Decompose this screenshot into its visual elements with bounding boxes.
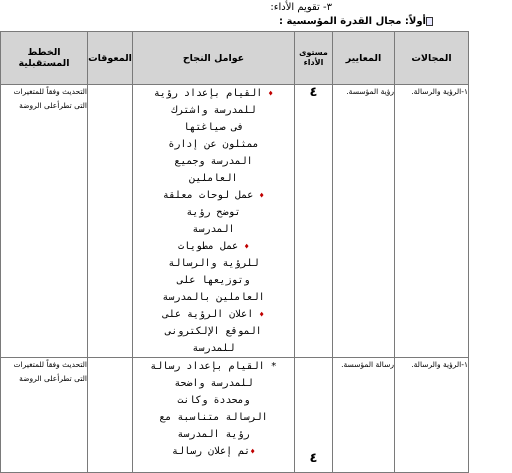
header-performance-level: مستوى الأداء [295, 32, 333, 85]
header-obstacles: المعوقات [88, 32, 133, 85]
bullet-icon: ♦ [244, 242, 250, 251]
table-row [1, 85, 469, 358]
bullet-icon: ♦ [259, 191, 265, 200]
cell-success-factors: * القيام بإعداد رسالة للمدرسة واضحة ومحددة وكانت الرسالة متناسبة مع رؤية المدرسة ♦تم إعلان رسالة [133, 358, 295, 473]
header-standards: المعايير [333, 32, 395, 85]
section-heading-performance: ٣- تقويم الأداء: [270, 2, 332, 13]
cell-standard: رؤية المؤسسة. [333, 85, 395, 358]
header-future-plans: الخطط المستقبلية [1, 32, 88, 85]
header-success-factors: عوامل النجاح [133, 32, 295, 85]
cell-future-plans: التحديث وفقاً للمتغيرات التى تطرأعلى الروضة [1, 85, 88, 358]
cell-obstacles [88, 85, 133, 358]
cell-success-factors: ♦ القيام بإعداد رؤية للمدرسة واشترك فى صياغتها ممثلون عن إدارة المدرسة وجميع العاملين ♦ عمل لوحات معلقة توضح رؤية المدرسة ♦ عمل مطويات للرؤية والرسالة وتوزيعها على العاملين بالمدرسة ♦ اعلان الرؤية على الموقع الإلكترونى للمدرسة [133, 85, 295, 358]
bullet-icon: ♦ [259, 310, 265, 319]
cell-domain: ١-الرؤية والرسالة. [395, 358, 469, 473]
asterisk-icon: * [270, 361, 277, 372]
header-domains: المجالات [395, 32, 469, 85]
bullet-icon: ♦ [268, 89, 274, 98]
cell-level: ٤ [295, 358, 333, 473]
cell-future-plans: التحديث وفقاً للمتغيرات التى تطرأعلى الروضة [1, 358, 88, 473]
bullet-icon: ♦ [250, 447, 256, 456]
table-anchor-icon [426, 17, 433, 26]
evaluation-table [0, 31, 469, 473]
table-row [1, 358, 469, 473]
cell-level: ٤ [295, 85, 333, 358]
cell-obstacles [88, 358, 133, 473]
cell-standard: رسالة المؤسسة. [333, 358, 395, 473]
subsection-heading-institutional-capacity: أولاً: مجال القدرة المؤسسية : [279, 16, 426, 27]
cell-domain: ١-الرؤية والرسالة. [395, 85, 469, 358]
table-header-row [1, 32, 469, 85]
